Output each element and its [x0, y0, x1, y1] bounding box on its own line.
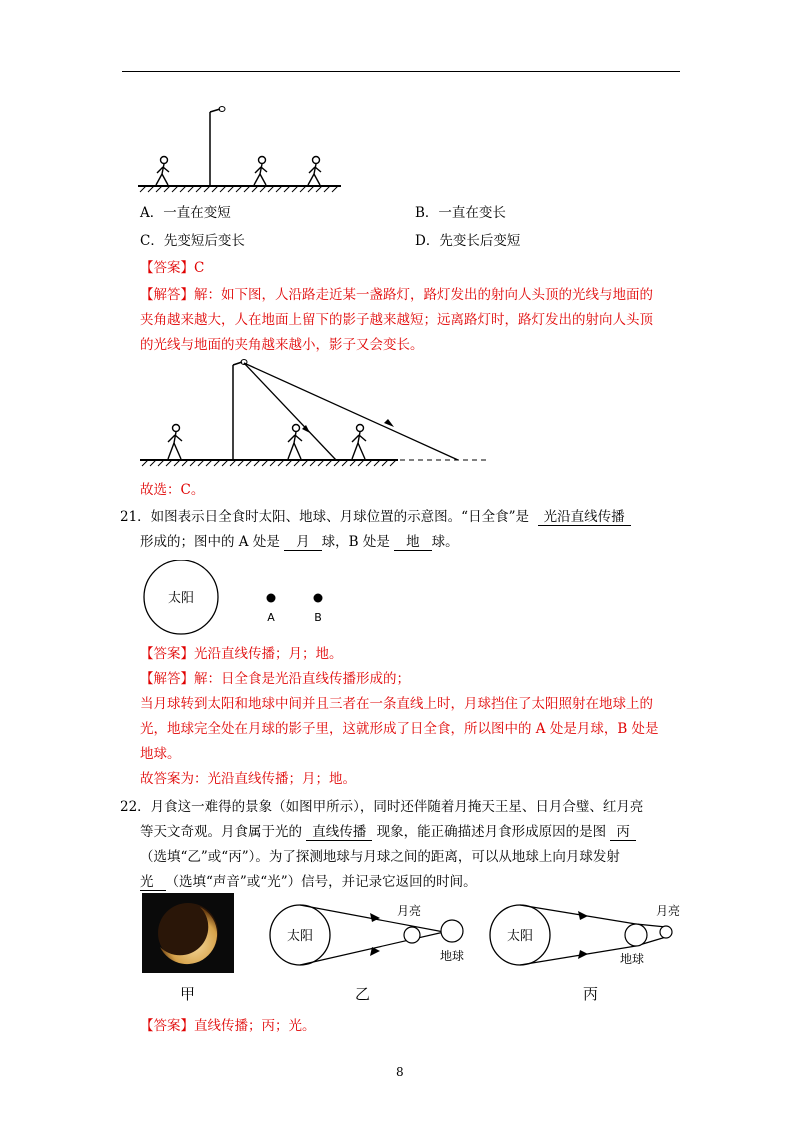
analysis-tag: 【解答】	[140, 671, 194, 687]
q22-answer	[140, 1016, 316, 1036]
q21-text: 21．如图表示日全食时太阳、地球、月球位置的示意图。“日全食”是	[120, 509, 529, 525]
q22-blank-2: 丙	[610, 825, 636, 841]
answer-value: C	[194, 260, 205, 276]
answer-tag: 【答案】	[140, 646, 194, 662]
answer-value: 直线传播；丙；光。	[194, 1018, 316, 1034]
sun-label: 太阳	[286, 929, 314, 944]
walker-1	[156, 157, 169, 186]
header-rule	[122, 71, 680, 72]
q22-blank-3: 光	[140, 875, 166, 891]
q22-blank-1: 直线传播	[306, 825, 372, 841]
q20-analysis-line-2: 夹角越来越大，人在地面上留下的影子越来越短；远离路灯时，路灯发出的射向人头顶	[140, 312, 653, 328]
q21-blank-2: 月	[284, 535, 322, 551]
q20-analysis-line-1	[140, 285, 653, 305]
q22-line-4	[140, 872, 477, 892]
point-b-label: B	[314, 611, 322, 624]
point-a-label: A	[267, 611, 275, 624]
q22-text: （选填“声音”或“光”）信号，并记录它返回的时间。	[165, 874, 477, 890]
earth-label: 地球	[619, 952, 645, 966]
caption-bing: 丙	[583, 985, 599, 1003]
q21-text: 形成的；图中的 A 处是	[140, 534, 280, 550]
figure-bing	[488, 897, 688, 969]
q21-text: 球，B 处是	[321, 534, 390, 550]
moon-label: 月亮	[655, 904, 681, 918]
q22-text: 现象，能正确描述月食形成原因的是图	[376, 824, 607, 840]
figure-yi	[268, 897, 468, 969]
option-a: A．一直在变短	[140, 205, 231, 221]
walker-2	[288, 425, 302, 460]
option-d: D．先变长后变短	[415, 233, 521, 249]
caption-yi: 乙	[355, 985, 371, 1003]
moon-label: 月亮	[396, 904, 422, 918]
q21-analysis-line-2: 当月球转到太阳和地球中间并且三者在一条直线上时，月球挡住了太阳照射在地球上的	[140, 696, 653, 712]
q21-final-answer: 故答案为：光沿直线传播；月；地。	[140, 771, 356, 787]
analysis-tag: 【解答】	[140, 287, 194, 303]
answer-tag: 【答案】	[140, 1018, 194, 1034]
lamp-rays-figure	[138, 355, 493, 470]
walker-3	[352, 425, 366, 460]
q22-line-3: （选填“乙”或“丙”）。为了探测地球与月球之间的距离，可以从地球上向月球发射	[140, 849, 620, 865]
analysis-text: 解：日全食是光沿直线传播形成的；	[194, 671, 410, 687]
q22-line-1: 22．月食这一难得的景象（如图甲所示），同时还伴随着月掩天王星、日月合璧、红月亮	[120, 799, 644, 815]
solar-eclipse-figure	[142, 560, 342, 638]
walker-3	[308, 157, 321, 186]
q22-line-2	[140, 822, 636, 842]
q21-analysis-line-3: 光，地球完全处在月球的影子里，这就形成了日全食，所以图中的 A 处是月球，B 处是	[140, 721, 659, 737]
page-number: 8	[396, 1065, 404, 1079]
caption-jia: 甲	[180, 985, 196, 1003]
q20-analysis-line-3: 的光线与地面的夹角越来越小，影子又会变长。	[140, 337, 424, 353]
answer-tag: 【答案】	[140, 260, 194, 276]
q20-conclusion: 故选：C。	[140, 482, 205, 498]
walker-lamp-figure	[136, 104, 346, 194]
q21-blank-3: 地	[394, 535, 432, 551]
analysis-text: 解：如下图，人沿路走近某一盏路灯，路灯发出的射向人头顶的光线与地面的	[194, 287, 653, 303]
q21-line-1	[120, 507, 631, 527]
walker-1	[168, 425, 182, 460]
sun-label: 太阳	[506, 929, 534, 944]
q21-analysis-line-4: 地球。	[140, 746, 181, 762]
q21-analysis-line-1	[140, 669, 410, 689]
q21-blank-1: 光沿直线传播	[538, 510, 631, 526]
option-c: C．先变短后变长	[140, 233, 245, 249]
earth-label: 地球	[439, 949, 465, 963]
walker-2	[254, 157, 267, 186]
option-b: B．一直在变长	[415, 205, 506, 221]
q21-line-2	[140, 532, 459, 552]
q22-text: 等天文奇观。月食属于光的	[140, 824, 302, 840]
sun-label: 太阳	[167, 591, 195, 606]
q21-answer	[140, 644, 343, 664]
q21-text: 球。	[431, 534, 459, 550]
answer-value: 光沿直线传播；月；地。	[194, 646, 343, 662]
lunar-eclipse-photo	[142, 893, 234, 973]
q20-answer	[140, 258, 204, 278]
